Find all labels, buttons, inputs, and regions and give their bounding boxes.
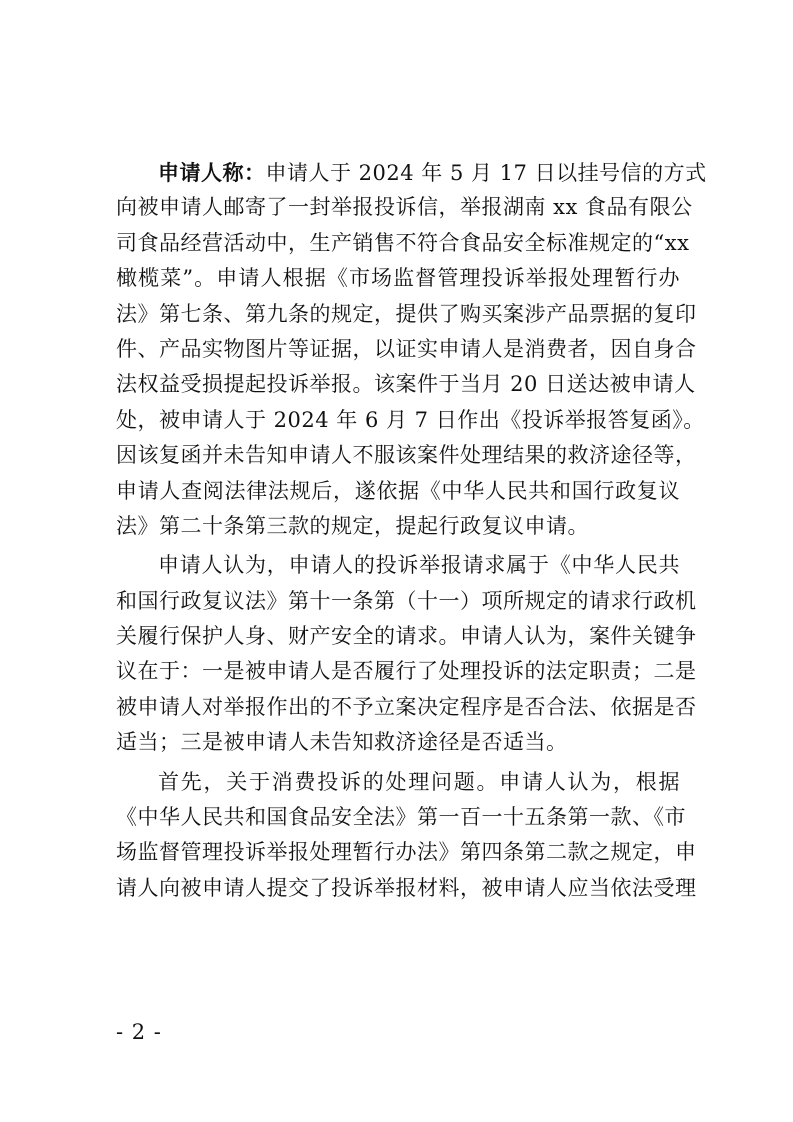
text-line: 被申请人对举报作出的不予立案决定程序是否合法、依据是否	[116, 694, 697, 719]
text-line: 关履行保护人身、财产安全的请求。申请人认为，案件关键争	[116, 624, 697, 649]
text-line: 法权益受损提起投诉举报。该案件于当月 20 日送达被申请人	[116, 372, 696, 397]
text-line: 申请人认为，申请人的投诉举报请求属于《中华人民共	[158, 553, 680, 578]
paragraph-applicant-claim	[116, 155, 707, 544]
text-line: 法》第二十条第三款的规定，提起行政复议申请。	[116, 513, 589, 538]
line-text: 申请人于 2024 年 5 月 17 日以挂号信的方式	[265, 161, 707, 185]
text-line: 司食品经营活动中，生产销售不符合食品安全标准规定的“xx	[116, 230, 690, 255]
page-number: - 2 -	[116, 1020, 162, 1044]
text-line: 申请人查阅法律法规后，遂依据《中华人民共和国行政复议	[116, 478, 680, 503]
paragraph-consumer-complaint	[116, 765, 697, 907]
paragraph-applicant-opinion	[116, 548, 697, 760]
text-line: 处，被申请人于 2024 年 6 月 7 日作出《投诉举报答复函》。	[116, 407, 705, 432]
text-line: 《中华人民共和国食品安全法》第一百一十五条第一款、《市	[116, 805, 686, 830]
text-line: 法》第七条、第九条的规定，提供了购买案涉产品票据的复印	[116, 301, 697, 326]
document-body	[116, 155, 707, 906]
applicant-claim-label: 申请人称：	[158, 160, 266, 185]
text-line: 请人向被申请人提交了投诉举报材料，被申请人应当依法受理	[116, 875, 697, 900]
text-line	[116, 155, 707, 190]
text-line: 场监督管理投诉举报处理暂行办法》第四条第二款之规定，申	[116, 840, 697, 865]
text-line: 件、产品实物图片等证据，以证实申请人是消费者，因自身合	[116, 336, 697, 361]
text-line: 首先，关于消费投诉的处理问题。申请人认为，根据	[158, 769, 680, 794]
text-line: 因该复函并未告知申请人不服该案件处理结果的救济途径等，	[116, 443, 697, 468]
text-line: 适当；三是被申请人未告知救济途径是否适当。	[116, 730, 568, 755]
text-line: 橄榄菜”。申请人根据《市场监督管理投诉举报处理暂行办	[116, 266, 680, 291]
text-line: 议在于：一是被申请人是否履行了处理投诉的法定职责；二是	[116, 659, 697, 684]
text-line: 向被申请人邮寄了一封举报投诉信，举报湖南 xx 食品有限公	[116, 195, 693, 220]
text-line: 和国行政复议法》第十一条第（十一）项所规定的请求行政机	[116, 588, 697, 613]
